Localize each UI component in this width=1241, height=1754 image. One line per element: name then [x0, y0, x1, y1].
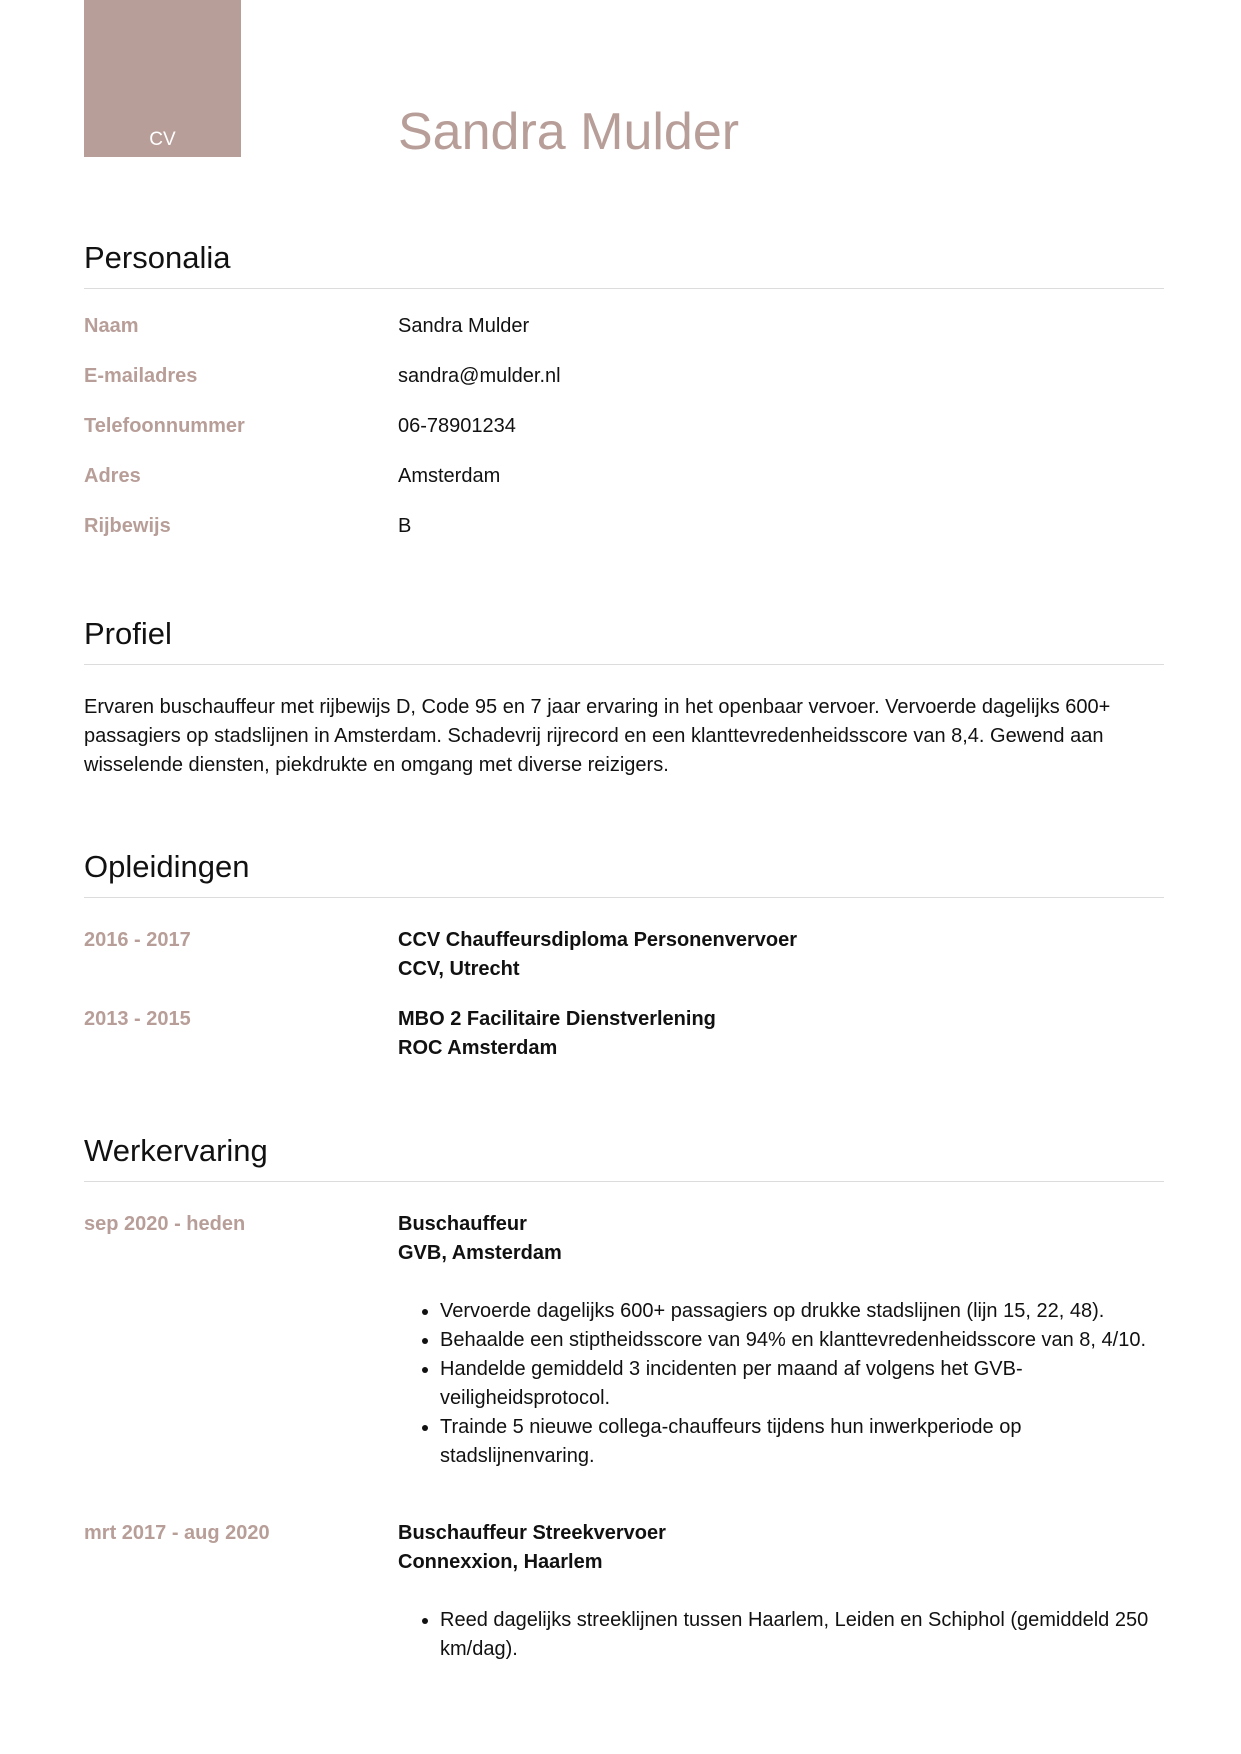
entry-title: MBO 2 Facilitaire Dienstverlening [398, 1007, 716, 1030]
achievement-item: • Behaalde een stiptheidsscore van 94% en klanttevredenheidsscore van 8, 4/10. [440, 1326, 1150, 1355]
education-entry [84, 926, 1164, 1005]
page-title: Sandra Mulder [398, 103, 740, 161]
personalia-heading: Personalia [84, 240, 1164, 289]
achievement-list [398, 1606, 1150, 1664]
field-value: sandra@mulder.nl [398, 364, 561, 387]
field-label: Rijbewijs [84, 514, 171, 537]
werkervaring-section [84, 1133, 1164, 1664]
education-entry [84, 1005, 1164, 1063]
entry-organisation: CCV, Utrecht [398, 957, 520, 980]
entry-period: sep 2020 - heden [84, 1212, 246, 1235]
entry-title: CCV Chauffeursdiploma Personenvervoer [398, 928, 797, 951]
cv-badge [84, 0, 241, 157]
achievement-item: • Reed dagelijks streeklijnen tussen Haarlem, Leiden en Schiphol (gemiddeld 250 km/dag). [440, 1606, 1150, 1664]
field-value: Sandra Mulder [398, 314, 530, 337]
opleidingen-section [84, 849, 1164, 1063]
personalia-row [84, 515, 1164, 565]
field-label: Adres [84, 464, 141, 487]
entry-period: 2016 - 2017 [84, 928, 191, 951]
profiel-heading: Profiel [84, 616, 1164, 665]
field-label: Telefoonnummer [84, 414, 245, 437]
profile-text: Ervaren buschauffeur met rijbewijs D, Code 95 en 7 jaar ervaring in het openbaar vervoer. Vervoerde dagelijks 600+ passagiers op stadslijnen in Amsterdam. Schadevrij rijrecord en een klanttevredenheidsscore van 8,4. Gewend aan wisselende diensten, piekdrukte en omgang met diverse reizigers. [84, 695, 1111, 776]
education-list [84, 926, 1164, 1063]
achievement-item: • Handelde gemiddeld 3 incidenten per maand af volgens het GVB-veiligheidsprotocol. [440, 1355, 1150, 1413]
field-value: Amsterdam [398, 464, 501, 487]
personalia-row [84, 315, 1164, 365]
field-value: 06-78901234 [398, 414, 516, 437]
field-label: E-mailadres [84, 364, 198, 387]
entry-title: Buschauffeur Streekvervoer [398, 1521, 666, 1544]
entry-organisation: Connexxion, Haarlem [398, 1550, 603, 1573]
personalia-row [84, 465, 1164, 515]
personalia-row [84, 415, 1164, 465]
opleidingen-heading: Opleidingen [84, 849, 1164, 898]
personalia-section [84, 240, 1164, 565]
personalia-row [84, 365, 1164, 415]
entry-organisation: ROC Amsterdam [398, 1036, 558, 1059]
achievement-item: • Trainde 5 nieuwe collega-chauffeurs tijdens hun inwerkperiode op stadslijnenvaring. [440, 1413, 1150, 1471]
achievement-list [398, 1297, 1150, 1471]
field-label: Naam [84, 314, 139, 337]
entry-title: Buschauffeur [398, 1212, 527, 1235]
werkervaring-heading: Werkervaring [84, 1133, 1164, 1182]
cv-badge-label: CV [149, 129, 176, 150]
entry-organisation: GVB, Amsterdam [398, 1241, 562, 1264]
achievement-item: • Vervoerde dagelijks 600+ passagiers op drukke stadslijnen (lijn 15, 22, 48). [440, 1297, 1150, 1326]
experience-entry [84, 1210, 1164, 1519]
entry-period: 2013 - 2015 [84, 1007, 191, 1030]
experience-entry [84, 1519, 1164, 1664]
field-value: B [398, 514, 412, 537]
profiel-section [84, 616, 1164, 780]
entry-period: mrt 2017 - aug 2020 [84, 1521, 270, 1544]
personalia-table [84, 315, 1164, 565]
experience-list [84, 1210, 1164, 1664]
